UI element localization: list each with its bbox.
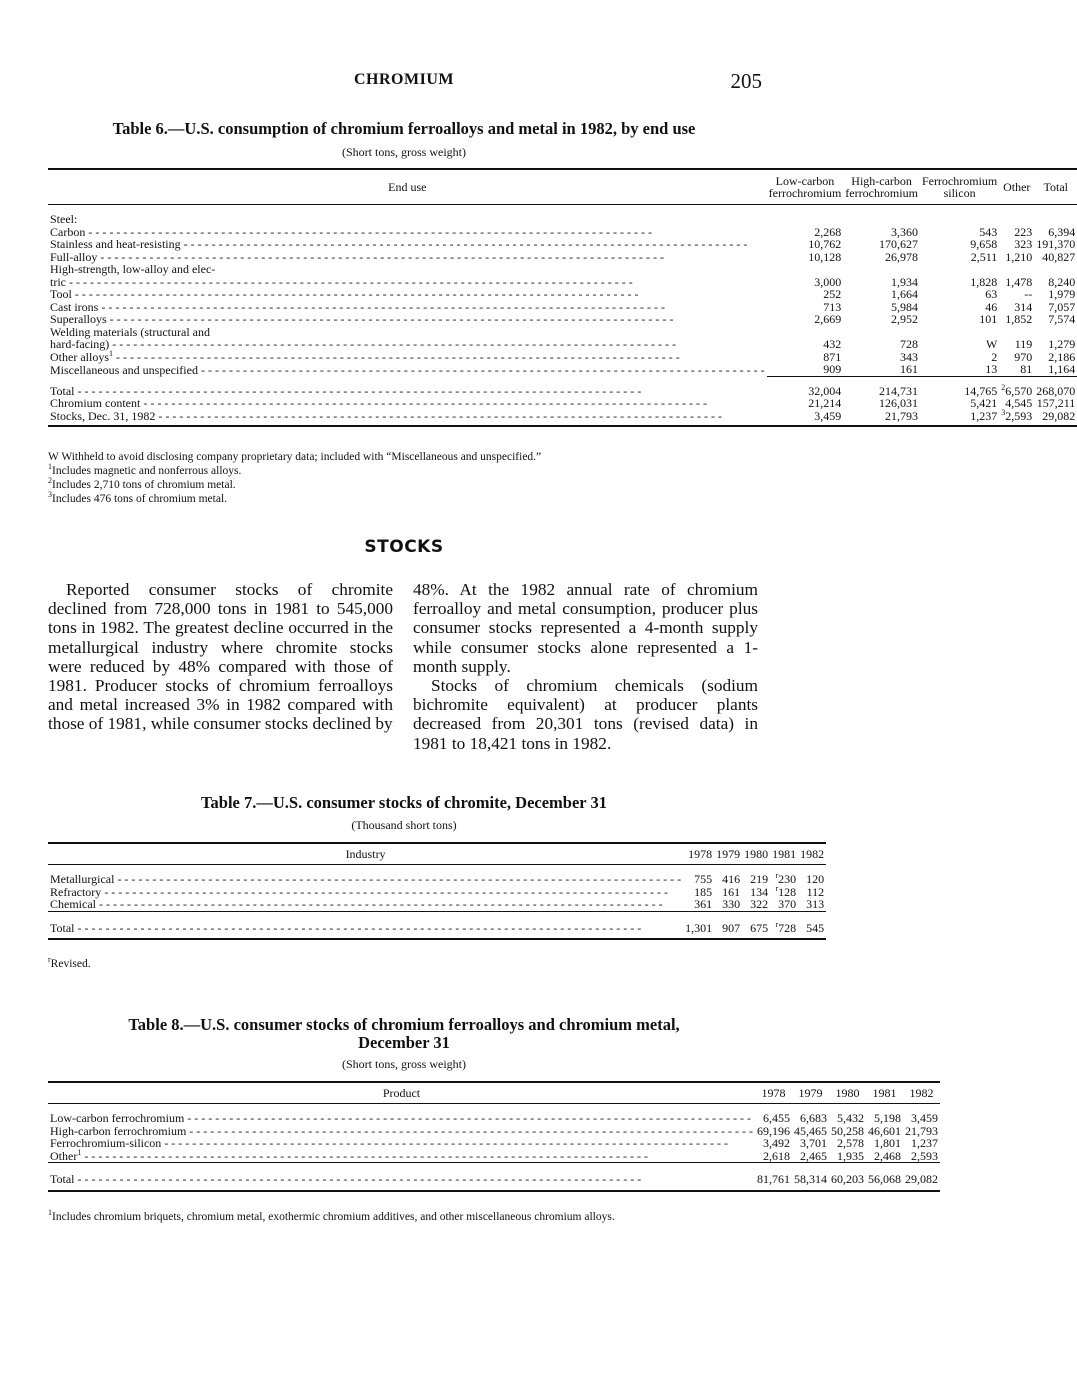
cell: 2,468 <box>873 1148 901 1163</box>
cell: 119 <box>1014 337 1033 351</box>
footnote-mark: 2 <box>48 476 52 486</box>
cell: 3,000 <box>814 274 842 289</box>
cell: 2,618 <box>762 1148 790 1163</box>
cell: 161 <box>722 884 741 899</box>
table8-header-cell: Product <box>48 1082 755 1104</box>
cell: 728 <box>899 337 918 351</box>
table7-header-row <box>48 843 826 865</box>
cell <box>770 919 798 940</box>
running-head-title: CHROMIUM <box>354 71 454 88</box>
cell: 5,432 <box>836 1111 864 1125</box>
cell: 370 <box>778 897 797 911</box>
row-label: High-carbon ferrochromium - - - <box>50 1124 753 1138</box>
footnote-text: Includes 2,710 tons of chromium metal. <box>52 479 236 491</box>
footnote: W Withheld to avoid disclosing company proprietary data; included with “Miscellaneous and unspecified.” <box>48 451 542 463</box>
footnote <box>48 478 760 492</box>
row-label: Miscellaneous and unspecified - - - <box>50 363 765 377</box>
table6-header-row <box>48 169 1077 205</box>
cell: 5,421 <box>970 396 998 410</box>
cell: 58,314 <box>792 1173 829 1191</box>
cell: 170,627 <box>878 237 918 251</box>
footnote <box>48 957 760 971</box>
row-label: Chromium content - - - <box>50 396 707 410</box>
cell: -- <box>1024 287 1033 301</box>
footnote-text: Revised. <box>50 958 91 970</box>
cell: 45,465 <box>793 1123 827 1138</box>
cell: 5,984 <box>890 299 918 314</box>
cell: 21,793 <box>904 1123 938 1138</box>
table-row <box>48 1150 940 1163</box>
cell: 2,268 <box>814 224 842 239</box>
cell: 21,214 <box>808 396 842 410</box>
body-column-right <box>413 580 758 753</box>
cell: 970 <box>1014 349 1033 364</box>
cell: 219 <box>750 872 769 886</box>
cell: 322 <box>750 897 769 911</box>
cell-value: 128 <box>778 884 797 899</box>
cell: 6,455 <box>762 1111 790 1125</box>
cell: 1,664 <box>890 287 918 301</box>
cell: 416 <box>722 872 741 886</box>
table7-header-cell: 1980 <box>742 843 770 865</box>
cell: 46,601 <box>867 1123 901 1138</box>
table7 <box>48 842 826 940</box>
footnote-mark: 3 <box>1001 407 1006 417</box>
cell: 3,701 <box>799 1136 827 1150</box>
footnote-mark: 1 <box>48 1208 52 1218</box>
row-label: High-strength, low-alloy and elec- <box>50 262 216 276</box>
cell: 713 <box>823 299 842 314</box>
row-label: Other alloys <box>50 349 109 364</box>
row-label: Superalloys - - - <box>50 312 673 326</box>
table8 <box>48 1081 940 1192</box>
row-label: Total - - - <box>50 1172 641 1186</box>
cell: 314 <box>1014 299 1033 314</box>
table6-header-cell: Low-carbon ferrochromium <box>767 169 844 205</box>
cell: 1,979 <box>1048 287 1076 301</box>
table-row <box>48 351 1077 364</box>
cell: 361 <box>694 897 713 911</box>
cell-value: 6,570 <box>1005 383 1033 398</box>
table6-header-cell: Other <box>999 169 1034 205</box>
cell-value: 230 <box>778 872 797 886</box>
row-label: Other <box>50 1148 78 1163</box>
cell: 120 <box>806 872 825 886</box>
table-row <box>48 410 1077 427</box>
table-row <box>48 338 1077 351</box>
cell: 1,210 <box>1005 249 1033 264</box>
table6-caption: Table 6.—U.S. consumption of chromium ferroalloys and metal in 1982, by end use <box>112 119 696 138</box>
row-label: tric - - - <box>50 275 633 289</box>
cell: 1,478 <box>1005 274 1033 289</box>
footnote-mark: 2 <box>1001 382 1006 392</box>
cell: 330 <box>722 897 741 911</box>
cell: 60,203 <box>829 1173 866 1191</box>
cell: 26,978 <box>884 249 918 264</box>
table6 <box>48 168 1077 427</box>
cell: 81,761 <box>755 1173 792 1191</box>
cell: 3,459 <box>910 1111 938 1125</box>
cell: 1,279 <box>1048 337 1076 351</box>
table7-caption: Table 7.—U.S. consumer stocks of chromite, December 31 <box>201 793 607 812</box>
cell-value: 728 <box>778 920 797 935</box>
cell: 13 <box>985 362 998 376</box>
cell: 14,765 <box>964 383 998 398</box>
table7-header-cell: 1982 <box>798 843 826 865</box>
cell: 2,593 <box>910 1148 938 1163</box>
table-row <box>48 363 1077 376</box>
cell: 134 <box>750 884 769 899</box>
table7-subtitle: (Thousand short tons) <box>351 818 457 832</box>
cell: 909 <box>823 362 842 376</box>
table6-header-cell: Total <box>1034 169 1077 205</box>
footnote-mark: 1 <box>48 462 52 472</box>
footnote <box>48 492 760 506</box>
cell: 268,070 <box>1036 383 1076 398</box>
row-label: Low-carbon ferrochromium - - - <box>50 1111 751 1125</box>
footnote-mark: 1 <box>77 1147 82 1157</box>
footnote-mark: 3 <box>48 490 52 500</box>
revised-mark: r <box>775 871 779 880</box>
cell: 755 <box>694 872 713 886</box>
table8-header-cell: 1980 <box>829 1082 866 1104</box>
table6-header-cell: High-carbon ferrochromium <box>843 169 920 205</box>
cell: 56,068 <box>866 1173 903 1191</box>
cell: 2,669 <box>814 312 842 326</box>
cell: 907 <box>714 922 742 940</box>
cell: 7,574 <box>1048 312 1076 326</box>
cell: W <box>985 337 998 351</box>
running-head <box>0 69 860 93</box>
table8-header-cell: 1978 <box>755 1082 792 1104</box>
table7-header-cell: Industry <box>48 843 683 865</box>
table-row <box>48 313 1077 326</box>
body-column-left <box>48 580 393 734</box>
cell: 3,459 <box>767 410 844 427</box>
cell: 323 <box>1014 237 1033 251</box>
cell: 2,465 <box>799 1148 827 1163</box>
cell: 63 <box>985 287 998 301</box>
table8-header-cell: 1979 <box>792 1082 829 1104</box>
cell: 185 <box>694 884 713 899</box>
row-label: Metallurgical - - - <box>50 872 681 886</box>
paragraph: Reported consumer stocks of chromite declined from 728,000 tons in 1981 to 545,000 tons in 1982. The greatest decline occurred in the metallurgical industry where chromite stocks were reduced by 48% compared with those of 1981. Producer stocks of chromium ferroalloys and metal increased 3% in 1982 compared with those of 1981, while consumer stocks declined by <box>48 580 393 734</box>
table7-notes <box>48 957 760 971</box>
table-row <box>48 1137 940 1150</box>
page-number: 205 <box>730 69 762 93</box>
table8-caption: Table 8.—U.S. consumer stocks of chromium ferroalloys and chromium metal, <box>128 1015 680 1034</box>
cell: 161 <box>899 362 918 376</box>
paragraph: Stocks of chromium chemicals (sodium bichromite equivalent) at producer plants decreased from 20,301 tons (revised data) in 1981 to 18,421 tons in 1982. <box>413 676 758 753</box>
cell: 21,793 <box>843 410 920 427</box>
cell: 545 <box>798 922 826 940</box>
cell: 29,082 <box>903 1173 940 1191</box>
revised-mark: r <box>775 883 779 893</box>
row-label: Total - - - <box>50 921 641 935</box>
table8-caption-line2: December 31 <box>358 1033 450 1052</box>
cell: 3,360 <box>890 224 918 239</box>
table6-subtitle: (Short tons, gross weight) <box>342 145 466 159</box>
row-label: Stainless and heat-resisting - - - <box>50 237 747 251</box>
table6-notes <box>48 450 760 506</box>
cell: 1,828 <box>970 274 998 289</box>
row-label: Tool - - - <box>50 287 639 301</box>
footnote-text: Includes chromium briquets, chromium metal, exothermic chromium additives, and other miscellaneous chromium alloys. <box>52 1211 615 1223</box>
cell: 432 <box>823 337 842 351</box>
cell: 81 <box>1020 362 1033 376</box>
section-heading: STOCKS <box>364 537 444 557</box>
table7-header-cell: 1979 <box>714 843 742 865</box>
cell: 214,731 <box>878 383 918 398</box>
cell: 2,511 <box>970 249 998 264</box>
cell: 1,301 <box>683 922 714 940</box>
cell: 252 <box>823 287 842 301</box>
row-label: Welding materials (structural and <box>50 324 210 339</box>
cell: 5,198 <box>873 1111 901 1125</box>
row-label: Cast irons - - - <box>50 300 665 314</box>
cell-value: 2,593 <box>1005 408 1033 423</box>
cell: 4,545 <box>1005 396 1033 410</box>
table8-notes <box>48 1210 760 1224</box>
cell: 223 <box>1014 224 1033 239</box>
cell: 1,934 <box>890 274 918 289</box>
footnote-text: Includes 476 tons of chromium metal. <box>52 493 228 505</box>
cell: 8,240 <box>1048 274 1076 289</box>
table6-header-cell: End use <box>48 169 767 205</box>
cell: 6,394 <box>1048 224 1076 239</box>
table7-header-cell: 1981 <box>770 843 798 865</box>
footnote-text: Includes magnetic and nonferrous alloys. <box>52 465 242 477</box>
table8-header-row <box>48 1082 940 1104</box>
row-label: Carbon - - - <box>50 225 652 239</box>
footnote-mark: 1 <box>109 348 113 358</box>
table-row <box>48 898 826 911</box>
table8-header-cell: 1981 <box>866 1082 903 1104</box>
cell: 6,683 <box>799 1111 827 1125</box>
cell: 10,128 <box>808 249 842 264</box>
cell: 675 <box>742 922 770 940</box>
table6-header-cell: Ferrochromium silicon <box>920 169 999 205</box>
cell: 157,211 <box>1036 396 1076 410</box>
footnote <box>48 1210 760 1224</box>
cell: 343 <box>899 349 918 364</box>
table7-header-cell: 1978 <box>683 843 714 865</box>
cell: 1,237 <box>910 1136 938 1150</box>
cell: 871 <box>823 349 842 364</box>
cell: 3,492 <box>762 1136 790 1150</box>
table6-group-label: Steel: <box>50 212 78 226</box>
cell: 46 <box>985 299 998 314</box>
cell: 2 <box>991 349 998 364</box>
revised-mark: r <box>775 919 779 929</box>
cell: 543 <box>979 224 998 239</box>
cell: 29,082 <box>1034 410 1077 427</box>
table8-header-cell: 1982 <box>903 1082 940 1104</box>
cell: 50,258 <box>830 1123 864 1138</box>
cell: 9,658 <box>970 237 998 251</box>
paragraph: 48%. At the 1982 annual rate of chromium ferroalloy and metal consumption, producer plus consumer stocks represented a 4-month supply while consumer stocks alone represented a 1-month supply. <box>413 580 758 676</box>
cell: 10,762 <box>808 237 842 251</box>
cell: 1,852 <box>1005 312 1033 326</box>
cell: 7,057 <box>1048 299 1076 314</box>
table-row <box>48 1173 940 1191</box>
row-label: Stocks, Dec. 31, 1982 - - - <box>50 409 722 423</box>
cell: 101 <box>979 312 998 326</box>
cell: 313 <box>806 897 825 911</box>
footnote <box>48 464 760 478</box>
cell: 1,164 <box>1048 362 1076 376</box>
cell: 191,370 <box>1036 237 1076 251</box>
cell: 2,578 <box>836 1136 864 1150</box>
row-label: Total - - - <box>50 384 641 398</box>
footnote-mark: r <box>48 955 51 965</box>
cell: 69,196 <box>756 1123 790 1138</box>
cell: 2,952 <box>890 312 918 326</box>
cell <box>999 407 1034 427</box>
row-label: Chemical - - - <box>50 897 663 911</box>
row-label: Full-alloy - - - <box>50 250 664 264</box>
cell: 2,186 <box>1048 349 1076 364</box>
row-label: Refractory - - - <box>50 885 668 899</box>
row-label: hard-facing) - - - <box>50 337 676 351</box>
cell: 1,935 <box>836 1148 864 1163</box>
table8-subtitle: (Short tons, gross weight) <box>342 1057 466 1071</box>
table-row <box>48 922 826 940</box>
cell: 40,827 <box>1042 249 1076 264</box>
cell: 126,031 <box>878 396 918 410</box>
cell: 1,801 <box>873 1136 901 1150</box>
cell: 32,004 <box>808 383 842 398</box>
cell: 1,237 <box>920 410 999 427</box>
row-label: Ferrochromium-silicon - - - <box>50 1136 728 1150</box>
cell: 112 <box>806 884 825 899</box>
